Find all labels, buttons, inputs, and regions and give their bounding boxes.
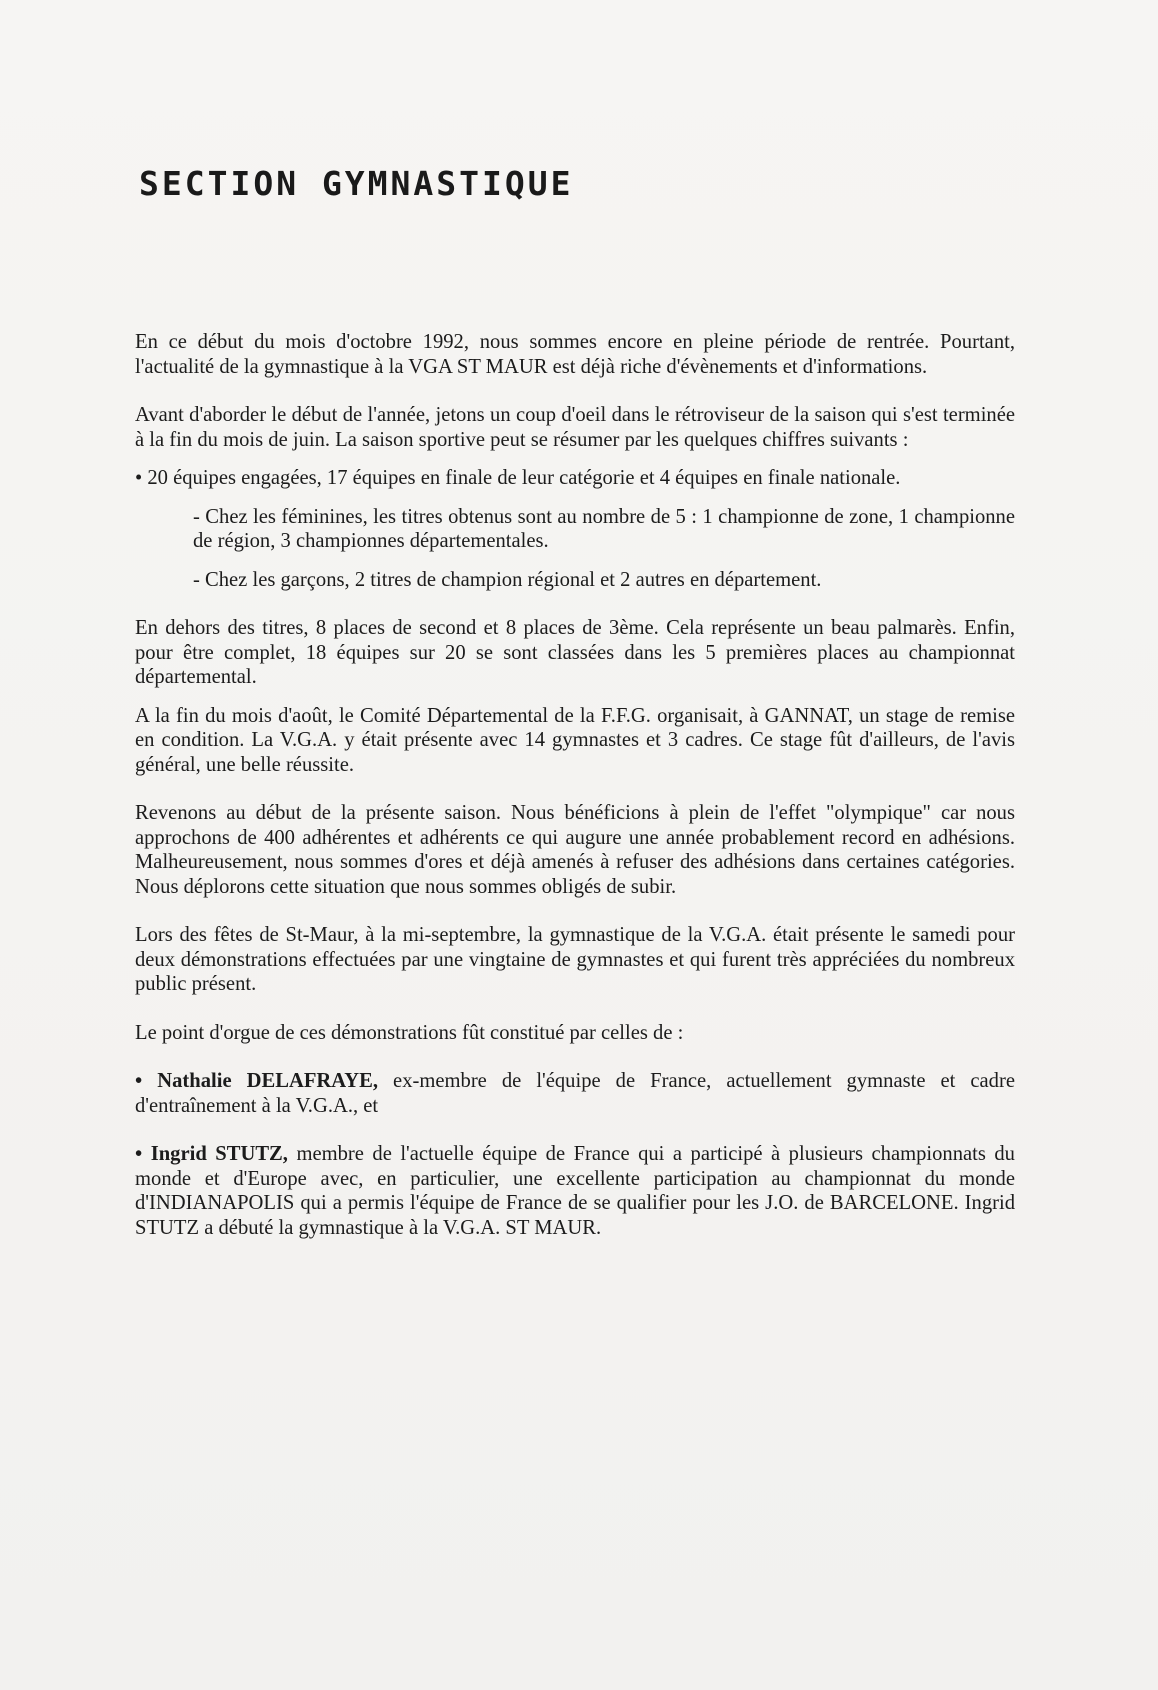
paragraph-palmares: En dehors des titres, 8 places de second et 8 places de 3ème. Cela représente un beau palmarès. Enfin, pour être complet, 18 équipes sur 20 se sont classées dans les 5 premières places au championnat départemental. (135, 617, 1015, 688)
paragraph-teams: • 20 équipes engagées, 17 équipes en finale de leur catégorie et 4 équipes en finale nationale. (135, 467, 901, 489)
article-body (135, 330, 1015, 1240)
paragraph-feminines: - Chez les féminines, les titres obtenus sont au nombre de 5 : 1 championne de zone, 1 championne de région, 3 championnes départementales. (193, 505, 1015, 552)
paragraph-garcons: - Chez les garçons, 2 titres de champion régional et 2 autres en département. (193, 568, 822, 591)
name-stutz: • Ingrid STUTZ, (135, 1143, 288, 1165)
name-delafraye: • Nathalie DELAFRAYE, (135, 1070, 379, 1092)
paragraph-stage-gannat: A la fin du mois d'août, le Comité Départemental de la F.F.G. organisait, à GANNAT, un stage de remise en condition. La V.G.A. y était présente avec 14 gymnastes et 3 cadres. Ce stage fût d'ailleurs, de l'avis général, une belle réussite. (135, 704, 1015, 776)
paragraph-retrospective: Avant d'aborder le début de l'année, jetons un coup d'oeil dans le rétroviseur de la saison qui s'est terminée à la fin du mois de juin. La saison sportive peut se résumer par les quelques chiffres suivants : (135, 404, 1015, 451)
text-stutz: membre de l'actuelle équipe de France qui a participé à plusieurs championnats du monde et d'Europe avec, en particulier, une excellente participation au championnat du monde d'INDIANAPOLIS qui a permis l'équipe de France de se qualifier pour les J.O. de BARCELONE. Ingrid STUTZ a débuté la gymnastique à la V.G.A. ST MAUR. (135, 1143, 1015, 1239)
paragraph-delafraye (135, 1069, 1015, 1118)
paragraph-intro: En ce début du mois d'octobre 1992, nous sommes encore en pleine période de rentrée. Pourtant, l'actualité de la gymnastique à la VGA ST MAUR est déjà riche d'évènements et d'informations. (135, 331, 1015, 378)
paragraph-new-season: Revenons au début de la présente saison. Nous bénéficions à plein de l'effet "olympique" car nous approchons de 400 adhérentes et adhérents ce qui augure une année probablement record en adhésions. Malheureusement, nous sommes d'ores et déjà amenés à refuser des adhésions dans certaines catégories. Nous déplorons cette situation que nous sommes obligés de subir. (135, 802, 1015, 898)
paragraph-fetes: Lors des fêtes de St-Maur, à la mi-septembre, la gymnastique de la V.G.A. était présente le samedi pour deux démonstrations effectuées par une vingtaine de gymnastes et qui furent très appréciées du nombreux public présent. (135, 924, 1015, 995)
text-delafraye: ex-membre de l'équipe de France, actuellement gymnaste et cadre d'entraînement à la V.G.A., et (135, 1070, 1015, 1117)
section-title: SECTION GYMNASTIQUE (139, 164, 574, 203)
paragraph-point-orgue: Le point d'orgue de ces démonstrations fût constitué par celles de : (135, 1021, 684, 1044)
paragraph-stutz (135, 1142, 1015, 1240)
